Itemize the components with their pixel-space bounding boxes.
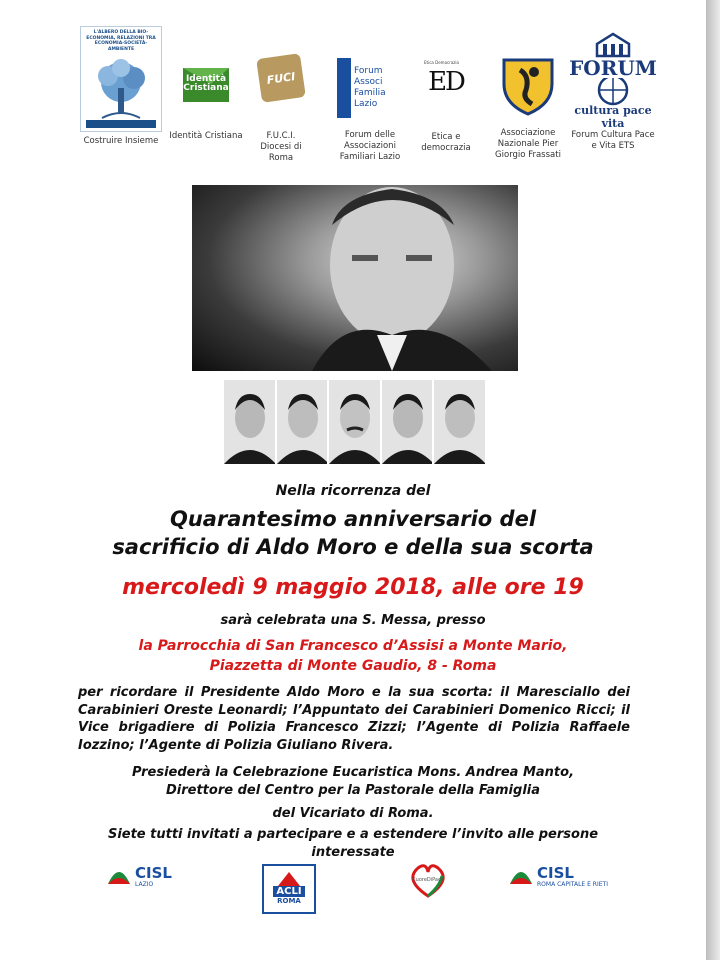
escort-photo <box>329 380 382 464</box>
forum-associazioni-logo-icon <box>337 52 403 124</box>
sponsor-forum-cultura <box>570 26 656 152</box>
heart-logo-text: CuoreDiPace <box>412 877 444 883</box>
sponsor-identita-cristiana <box>166 26 246 142</box>
fuci-logo-text: FUCI <box>265 69 297 87</box>
forum-cultura-logo-icon <box>571 32 655 128</box>
etica-democrazia-logo-text: Etica Democrazia <box>424 60 459 65</box>
page-edge-shadow <box>706 0 720 960</box>
tree-logo-text: L'ALBERO DELLA BIO-ECONOMIA, RELAZIONI TRA ECONOMIA-SOCIETÀ-AMBIENTE <box>86 30 156 52</box>
cisl-roma-logo-text: CISL <box>537 863 574 882</box>
sponsor-forum-associazioni-caption: Forum delle Associazioni Familiari Lazio <box>339 130 401 162</box>
cisl-lazio-logo-sub: LAZIO <box>135 880 154 888</box>
partner-cisl-lazio <box>106 864 172 890</box>
presider-line-2: Direttore del Centro per la Pastorale della Famiglia <box>165 783 541 798</box>
sponsor-fuci <box>250 26 312 164</box>
presider-line-1: Presiederà la Celebrazione Eucaristica Mons. Andrea Manto, <box>131 765 575 780</box>
tree-logo-icon <box>80 26 162 132</box>
escort-photo <box>224 380 277 464</box>
forum-cultura-logo-text: FORUM <box>569 56 657 80</box>
partner-cisl-roma <box>508 864 608 890</box>
sponsor-forum-cultura-caption: Forum Cultura Pace e Vita ETS <box>571 130 655 151</box>
cisl-lazio-logo-icon <box>106 864 172 890</box>
heart-logo-icon <box>398 864 458 898</box>
etica-democrazia-logo-icon: ED Etica Democrazia <box>424 60 464 97</box>
frassati-shield-logo-icon <box>500 56 556 116</box>
identita-cristiana-logo-text: Identità Cristiana <box>183 74 229 93</box>
cisl-roma-logo-sub: ROMA CAPITALE E RIETI <box>537 880 608 888</box>
escort-photo <box>277 380 330 464</box>
identita-cristiana-logo-icon <box>181 62 231 106</box>
title-line-2: sacrificio di Aldo Moro e della sua scorta <box>112 535 594 559</box>
sponsor-frassati-caption: Associazione Nazionale Pier Giorgio Frassati <box>495 128 561 160</box>
invite-line-2: interessate <box>311 845 395 860</box>
partner-heart <box>398 864 458 898</box>
acli-roma-logo-sub: ROMA <box>277 897 301 905</box>
event-date: mercoledì 9 maggio 2018, alle ore 19 <box>122 575 584 600</box>
sponsor-frassati <box>490 26 566 161</box>
fuci-logo-icon <box>256 53 306 103</box>
cisl-roma-logo-icon <box>508 864 608 890</box>
mass-text: sarà celebrata una S. Messa, presso <box>220 613 486 628</box>
acli-roma-logo-text: ACLI <box>273 886 304 897</box>
escort-photo <box>382 380 435 464</box>
aldo-moro-portrait <box>192 185 518 371</box>
escort-photos <box>224 380 485 464</box>
intro-text: Nella ricorrenza del <box>275 483 431 499</box>
invite-line-1: Siete tutti invitati a partecipare e a estendere l’invito alle persone <box>107 827 599 842</box>
sponsor-etica-democrazia-caption: Etica e democrazia <box>421 132 471 153</box>
sponsor-identita-cristiana-caption: Identità Cristiana <box>169 131 243 141</box>
sponsor-forum-associazioni <box>330 26 410 163</box>
acli-roma-logo-icon <box>262 864 316 914</box>
sponsor-fuci-caption: F.U.C.I. Diocesi di Roma <box>260 131 302 163</box>
venue-line-2: Piazzetta di Monte Gaudio, 8 - Roma <box>209 658 497 674</box>
partner-acli-roma <box>262 864 316 914</box>
venue-line-1: la Parrocchia di San Francesco d’Assisi a Monte Mario, <box>138 638 568 654</box>
presider-line-3: del Vicariato di Roma. <box>272 806 434 821</box>
escort-photo <box>434 380 485 464</box>
sponsor-etica-democrazia <box>416 26 476 154</box>
cisl-lazio-logo-text: CISL <box>135 863 172 882</box>
forum-cultura-logo-subtext: cultura pace vita <box>574 104 652 130</box>
sponsor-costruire-insieme <box>80 26 162 147</box>
title-line-1: Quarantesimo anniversario del <box>169 507 537 531</box>
remembrance-paragraph: per ricordare il Presidente Aldo Moro e la sua scorta: il Maresciallo dei Carabinieri Oreste Leonardi; l’Appuntato dei Carabinieri Domenico Ricci; il Vice brigadiere di Polizia Francesco Zizzi; l’Agente di Polizia Raffaele Iozzino; l’Agente di Polizia Giuliano Rivera. <box>78 685 630 753</box>
sponsor-costruire-insieme-caption: Costruire Insieme <box>83 136 159 146</box>
forum-associazioni-logo-text: Forum Associ Familia Lazio <box>354 66 386 109</box>
